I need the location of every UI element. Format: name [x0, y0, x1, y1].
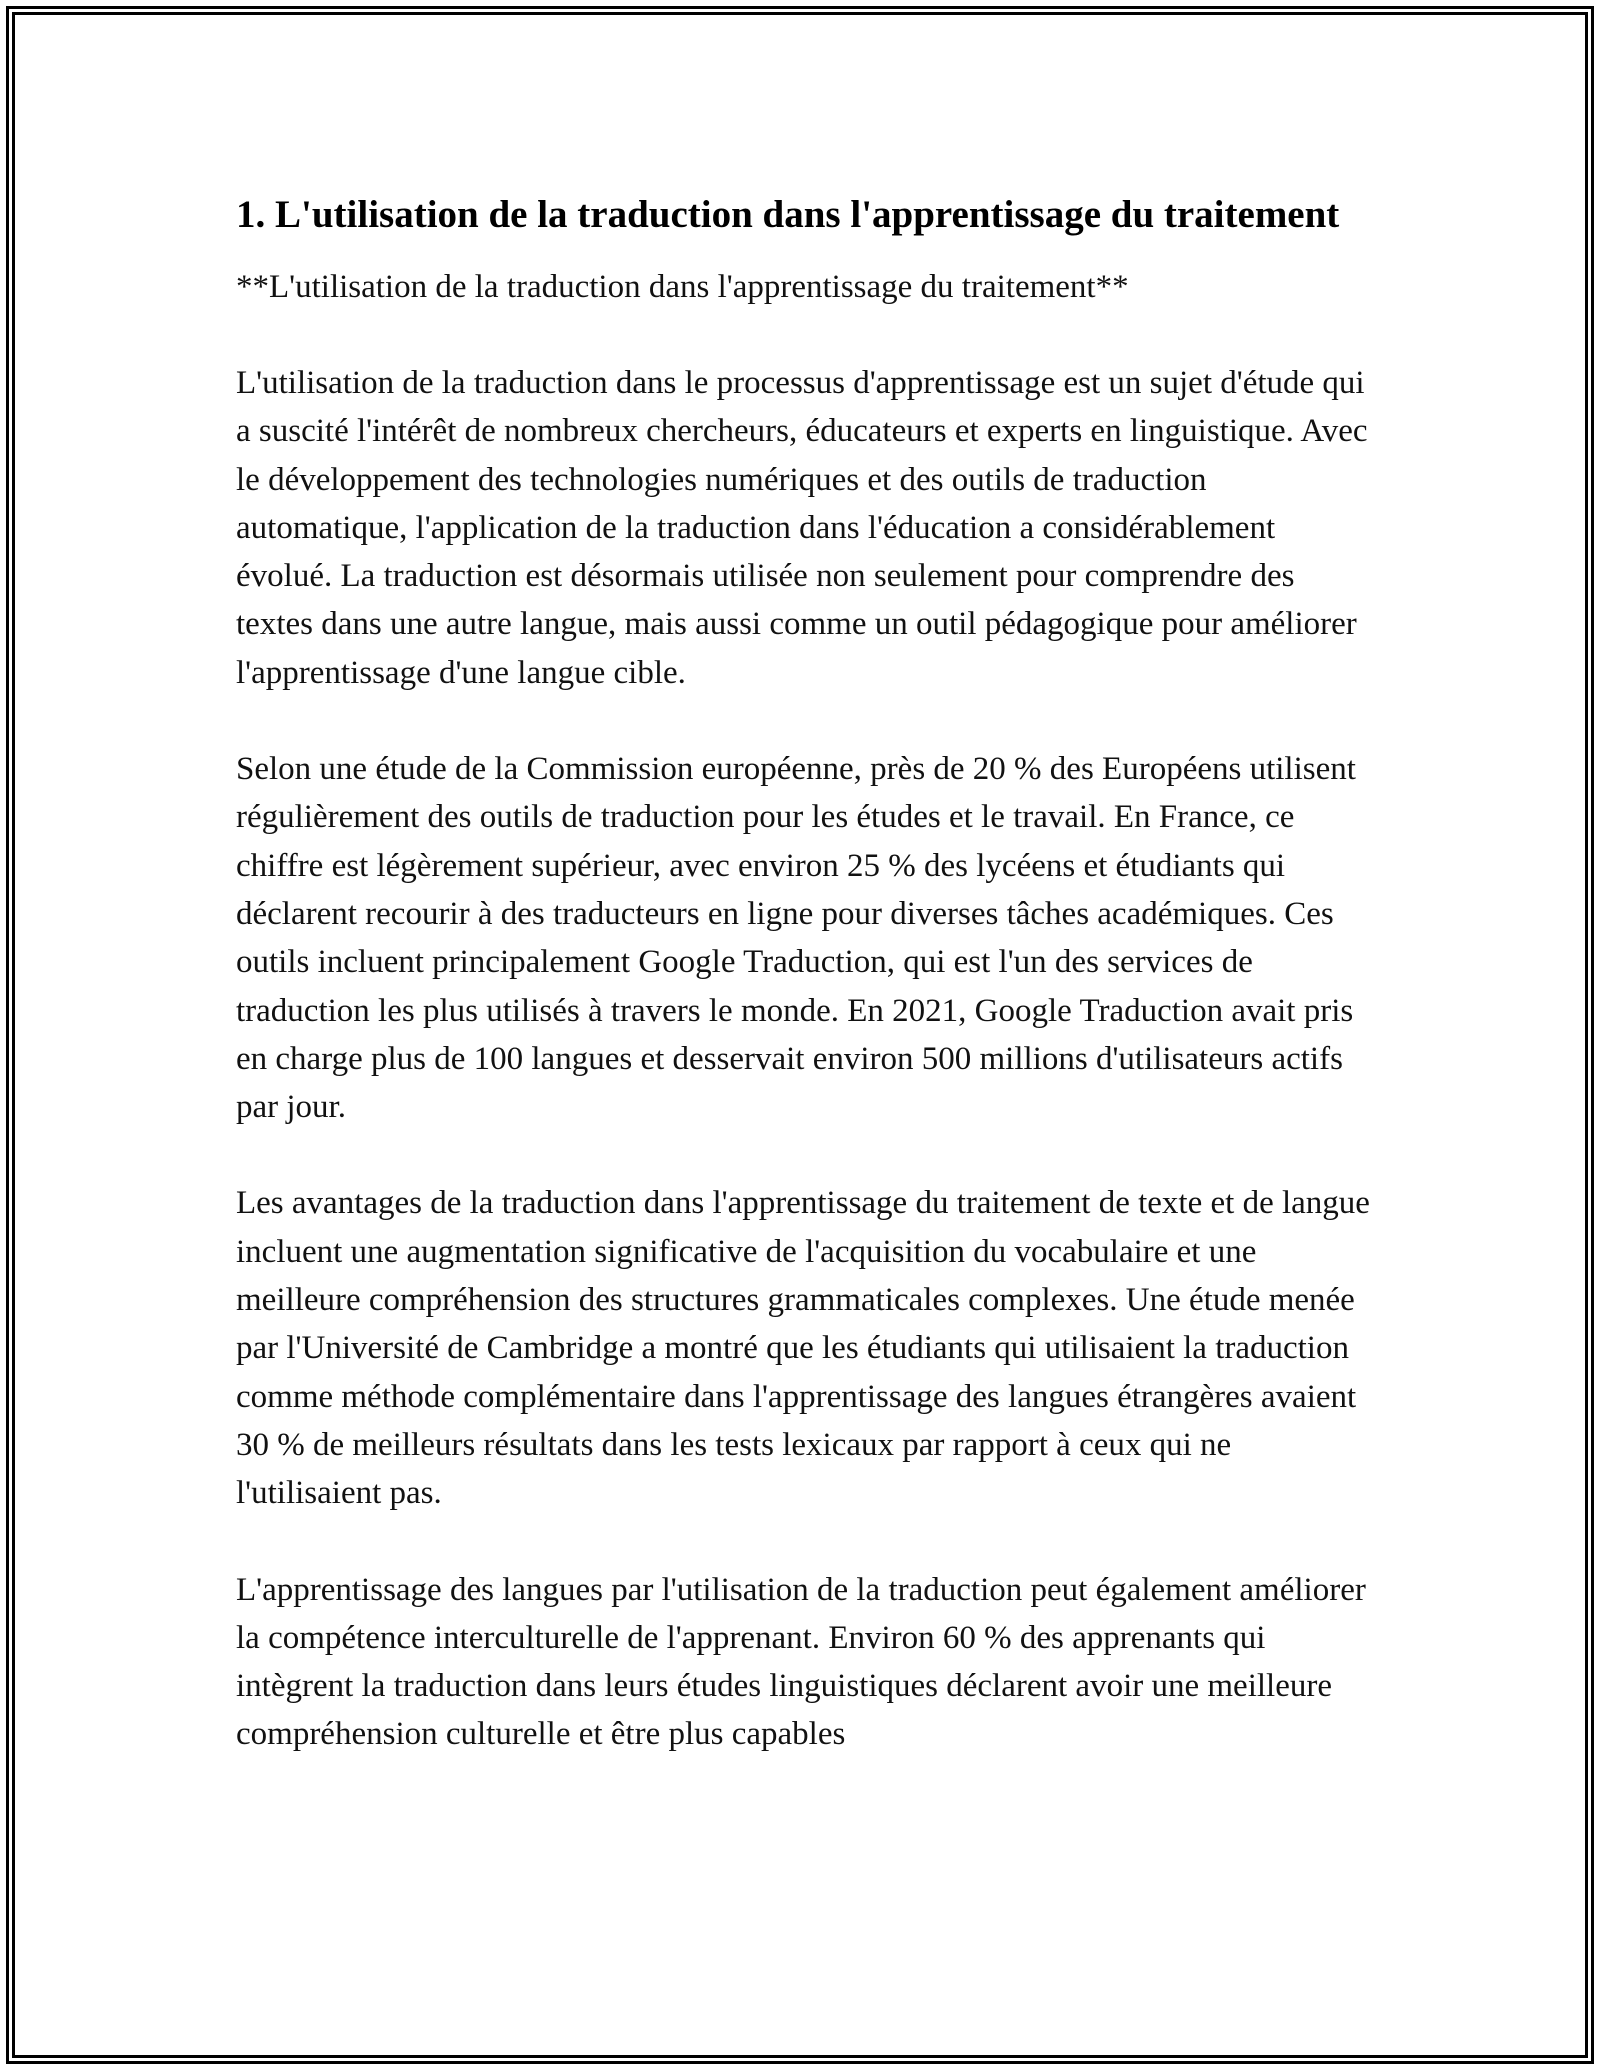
- paragraph-statistics: Selon une étude de la Commission européenne, près de 20 % des Européens utilisent régulièrement des outils de traduction pour les études et le travail. En France, ce chiffre est légèrement supérieur, avec environ 25 % des lycéens et étudiants qui déclarent recourir à des traducteurs en ligne pour diverses tâches académiques. Ces outils incluent principalement Google Traduction, qui est l'un des services de traduction les plus utilisés à travers le monde. En 2021, Google Traduction avait pris en charge plus de 100 langues et desservait environ 500 millions d'utilisateurs actifs par jour.: [236, 751, 1356, 1126]
- document-body: [236, 188, 1376, 1759]
- paragraph-introduction: L'utilisation de la traduction dans le processus d'apprentissage est un sujet d'étude qui a suscité l'intérêt de nombreux chercheurs, éducateurs et experts en linguistique. Avec le développement des technologies numériques et des outils de traduction automatique, l'application de la traduction dans l'éducation a considérablement évolué. La traduction est désormais utilisée non seulement pour comprendre des textes dans une autre langue, mais aussi comme un outil pédagogique pour améliorer l'apprentissage d'une langue cible.: [236, 365, 1368, 691]
- section-heading: 1. L'utilisation de la traduction dans l'apprentissage du traitement: [236, 193, 1340, 236]
- paragraph-intercultural: L'apprentissage des langues par l'utilisation de la traduction peut également améliorer la compétence interculturelle de l'apprenant. Environ 60 % des apprenants qui intègrent la traduction dans leurs études linguistiques déclarent avoir une meilleure compréhension culturelle et être plus capables: [236, 1571, 1366, 1753]
- paragraph-advantages: Les avantages de la traduction dans l'apprentissage du traitement de texte et de langue incluent une augmentation significative de l'acquisition du vocabulaire et une meilleure compréhension des structures grammaticales complexes. Une étude menée par l'Université de Cambridge a montré que les étudiants qui utilisaient la traduction comme méthode complémentaire dans l'apprentissage des langues étrangères avaient 30 % de meilleurs résultats dans les tests lexicaux par rapport à ceux qui ne l'utilisaient pas.: [236, 1185, 1370, 1512]
- bold-title-line: **L'utilisation de la traduction dans l'apprentissage du traitement**: [236, 269, 1129, 305]
